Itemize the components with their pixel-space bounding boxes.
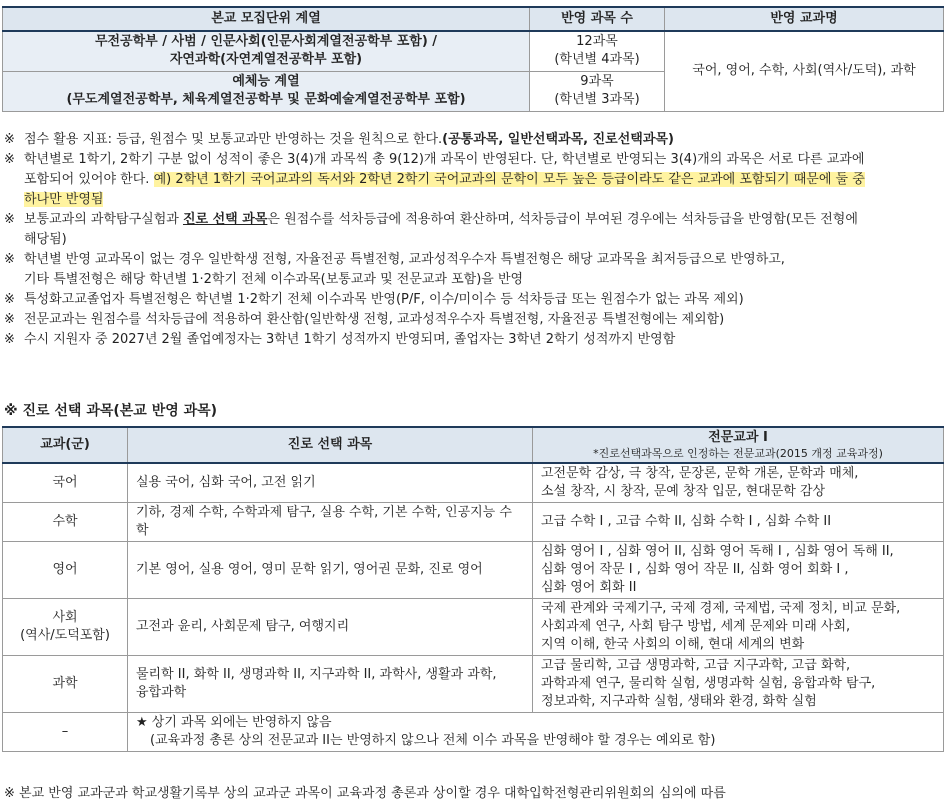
subjects-cell: 국어, 영어, 수학, 사회(역사/도덕), 과학 xyxy=(665,31,944,111)
pro-line: 심화 영어 회화 II xyxy=(541,580,637,595)
count-line: (학년별 4과목) xyxy=(554,52,640,68)
note-text-part: 포함되어 있어야 한다. xyxy=(24,172,150,187)
note-mark: ※ xyxy=(4,312,15,327)
note-text-part: 학년별로 1학기, 2학기 구분 없이 성적이 좋은 3(4)개 과목씩 총 9(12)개 과목이 반영된다. 단, 학년별로 반영되는 3(4)개의 과목은 서로 다른 교과에 xyxy=(24,152,865,167)
career-subject-table xyxy=(2,426,944,752)
header-pro-title: 전문교과 I xyxy=(708,430,768,445)
exception-cell xyxy=(128,713,944,752)
career-cell: 실용 국어, 심화 국어, 고전 읽기 xyxy=(128,463,533,503)
career-cell: 기하, 경제 수학, 수학과제 탐구, 실용 수학, 기본 수학, 인공지능 수학 xyxy=(128,503,533,542)
note-mark: ※ xyxy=(4,292,15,307)
count-cell xyxy=(530,71,665,111)
pro-cell xyxy=(533,503,944,542)
highlighted-example: 하나만 반영됨 xyxy=(24,192,104,207)
header-unit: 본교 모집단위 계열 xyxy=(3,7,530,31)
note-text: 특성화고교졸업자 특별전형은 학년별 1·2학기 전체 이수과목 반영(P/F, 이수/미이수 등 석차등급 또는 원점수가 없는 과목 제외) xyxy=(24,292,744,307)
subject-count-table xyxy=(2,6,944,112)
pro-cell xyxy=(533,463,944,503)
pro-cell xyxy=(533,599,944,656)
note-text: 수시 지원자 중 2027년 2월 졸업예정자는 3학년 1학기 성적까지 반영되며, 졸업자는 3학년 2학기 성적까지 반영함 xyxy=(24,332,676,347)
note-mark: ※ xyxy=(4,132,15,147)
note-text: 전문교과는 원점수를 석차등급에 적용하여 환산함(일반학생 전형, 교과성적우수자 특별전형, 자율전공 특별전형에는 제외함) xyxy=(24,312,725,327)
pro-line: 과학과제 연구, 물리학 실험, 생명과학 실험, 융합과학 탐구, xyxy=(541,676,876,691)
note-text-part: 보통교과의 과학탐구실험과 xyxy=(24,212,179,227)
subject-line: 사회 xyxy=(52,610,78,625)
note-text-part: 학년별 반영 교과목이 없는 경우 일반학생 전형, 자율전공 특별전형, 교과성적우수자 특별전형은 해당 교과목을 최저등급으로 반영하고, xyxy=(24,252,785,267)
section-title: ※ 진로 선택 과목(본교 반영 과목) xyxy=(4,403,218,419)
header-pro xyxy=(533,427,944,463)
table-row xyxy=(3,713,944,752)
career-cell: 기본 영어, 실용 영어, 영미 문학 읽기, 영어권 문화, 진로 영어 xyxy=(128,542,533,599)
subject-cell: 영어 xyxy=(3,542,128,599)
note-text-part: 기타 특별전형은 해당 학년별 1·2학기 전체 이수과목(보통교과 및 전문교과 포함)을 반영 xyxy=(24,272,524,287)
pro-line: 지역 이해, 한국 사회의 이해, 현대 세계의 변화 xyxy=(541,637,805,652)
table-header-row xyxy=(3,7,944,31)
note-text-part: 은 원점수를 석차등급에 적용하여 환산하며, 석차등급이 부여된 경우에는 석차등급을 반영함(모든 전형에 xyxy=(267,212,858,227)
unit-cell xyxy=(3,31,530,71)
note-bold-part: 진로 선택 과목 xyxy=(182,212,268,227)
pro-line: 심화 영어 작문 I , 심화 영어 작문 II, 심화 영어 회화 I , xyxy=(541,562,849,577)
career-line: 융합과학 xyxy=(136,685,187,700)
note-text xyxy=(24,150,865,210)
table-header-row xyxy=(3,427,944,463)
subject-cell: 수학 xyxy=(3,503,128,542)
table-row xyxy=(3,599,944,656)
notes-list xyxy=(4,130,940,350)
unit-line: 예체능 계열 xyxy=(232,74,300,89)
pro-cell xyxy=(533,656,944,713)
note-bold-part: (공통과목, 일반선택과목, 진로선택과목) xyxy=(442,132,674,147)
unit-cell xyxy=(3,71,530,111)
career-cell: 고전과 윤리, 사회문제 탐구, 여행지리 xyxy=(128,599,533,656)
note-text xyxy=(24,130,674,150)
table-row xyxy=(3,463,944,503)
pro-line: 사회과제 연구, 사회 탐구 방법, 세계 문제와 미래 사회, xyxy=(541,619,851,634)
note-item xyxy=(4,150,940,210)
unit-line: 무전공학부 / 사범 / 인문사회(인문사회계열전공학부 포함) / xyxy=(94,34,438,50)
unit-line: 자연과학(자연계열전공학부 포함) xyxy=(169,52,363,68)
pro-line: 고급 수학 I , 고급 수학 II, 심화 수학 I , 심화 수학 II xyxy=(541,514,832,529)
pro-line: 고급 물리학, 고급 생명과학, 고급 지구과학, 고급 화학, xyxy=(541,658,851,673)
count-cell xyxy=(530,31,665,71)
note-mark: ※ xyxy=(4,212,15,227)
note-mark: ※ xyxy=(4,152,15,167)
pro-line: 국제 관계와 국제기구, 국제 경제, 국제법, 국제 정치, 비교 문화, xyxy=(541,601,901,616)
note-item xyxy=(4,330,940,350)
career-cell xyxy=(128,656,533,713)
note-item xyxy=(4,310,940,330)
header-pro-sub: *진로선택과목으로 인정하는 전문교과(2015 개정 교육과정) xyxy=(593,447,883,460)
career-line: 물리학 II, 화학 II, 생명과학 II, 지구과학 II, 과학사, 생활과 과학, xyxy=(136,667,497,682)
note-text-part: 해당됨) xyxy=(24,232,67,247)
subject-cell xyxy=(3,599,128,656)
footer-note: ※ 본교 반영 교과군과 학교생활기록부 상의 교과군 과목이 교육과정 총론과 상이할 경우 대학입학전형관리위원회의 심의에 따름 xyxy=(4,786,726,801)
header-career: 진로 선택 과목 xyxy=(128,427,533,463)
subject-line: (역사/도덕포함) xyxy=(20,628,110,643)
note-text xyxy=(24,210,858,250)
subject-cell: – xyxy=(3,713,128,752)
exception-line: (교육과정 총론 상의 전문교과 II는 반영하지 않으나 전체 이수 과목을 반영해야 할 경우는 예외로 함) xyxy=(150,733,716,748)
note-text xyxy=(24,250,785,290)
note-text-part: 점수 활용 지표: 등급, 원점수 및 보통교과만 반영하는 것을 원칙으로 한다. xyxy=(24,132,443,147)
count-line: 9과목 xyxy=(580,74,614,89)
note-mark: ※ xyxy=(4,332,15,347)
table-row xyxy=(3,542,944,599)
subject-cell: 과학 xyxy=(3,656,128,713)
highlighted-example: 예) 2학년 1학기 국어교과의 독서와 2학년 2학기 국어교과의 문학이 모두 높은 등급이라도 같은 교과에 포함되기 때문에 둘 중 xyxy=(153,172,865,187)
note-item xyxy=(4,290,940,310)
note-mark: ※ xyxy=(4,252,15,267)
table-row xyxy=(3,31,944,71)
count-line: (학년별 3과목) xyxy=(554,92,640,107)
pro-cell xyxy=(533,542,944,599)
header-subjects: 반영 교과명 xyxy=(665,7,944,31)
header-subject-group: 교과(군) xyxy=(3,427,128,463)
pro-line: 심화 영어 I , 심화 영어 II, 심화 영어 독해 I , 심화 영어 독해 II, xyxy=(541,544,894,559)
subject-cell: 국어 xyxy=(3,463,128,503)
table-row xyxy=(3,503,944,542)
count-line: 12과목 xyxy=(576,34,618,50)
pro-line: 정보과학, 지구과학 실험, 생태와 환경, 화학 실험 xyxy=(541,694,817,709)
table-row xyxy=(3,656,944,713)
exception-line: ★ 상기 과목 외에는 반영하지 않음 xyxy=(136,715,332,730)
unit-line: (무도계열전공학부, 체육계열전공학부 및 문화예술계열전공학부 포함) xyxy=(66,92,466,107)
note-item xyxy=(4,210,940,250)
pro-line: 고전문학 감상, 극 창작, 문장론, 문학 개론, 문학과 매체, xyxy=(541,466,859,481)
header-count: 반영 과목 수 xyxy=(530,7,665,31)
note-item xyxy=(4,250,940,290)
pro-line: 소설 창작, 시 창작, 문예 창작 입문, 현대문학 감상 xyxy=(541,484,826,499)
note-item xyxy=(4,130,940,150)
